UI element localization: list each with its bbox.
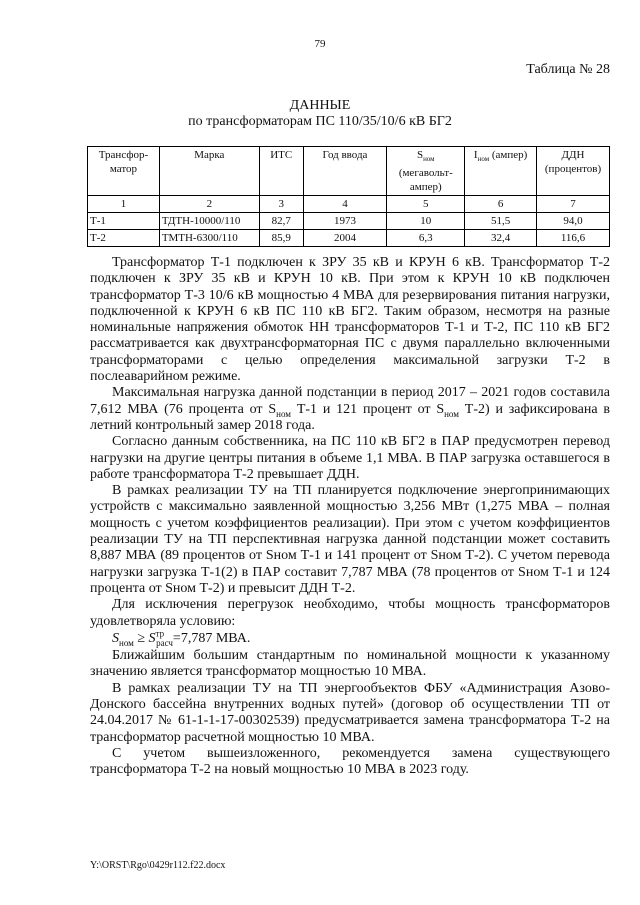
header-year: Год ввода [303, 147, 387, 196]
table-row [88, 230, 610, 247]
cell-brand: ТДТН-10000/110 [159, 213, 259, 230]
table-label: Таблица № 28 [526, 62, 610, 77]
footer-file-path: Y:\ORST\Rgo\0429r112.f22.docx [90, 860, 226, 871]
paragraph: Для исключения перегрузок необходимо, чтобы мощность трансформаторов удовлетворяла условию: [90, 597, 610, 629]
cell-inom: 51,5 [465, 213, 537, 230]
header-snom: $S_{ном}$ (мегавольт- ампер) [387, 147, 465, 196]
paragraph: Максимальная нагрузка данной подстанции в период 2017 – 2021 годов составила 7,612 МВА (76 процента от $S_{ном}$ Т-1 и 121 процент от $S_{ном}$ Т-2) и зафиксирована в летний контрольный замер 2018 года. [90, 385, 610, 433]
cell-snom: 10 [387, 213, 465, 230]
paragraph: С учетом вышеизложенного, рекомендуется замена существующего трансформатора Т-2 на новый мощностью 10 МВА в 2023 году. [90, 745, 610, 778]
col-number: 5 [387, 196, 465, 213]
paragraph: Ближайшим большим стандартным по номинальной мощности к указанному значению является трансформатор мощностью 10 МВА. [90, 648, 610, 680]
paragraph: В рамках реализации ТУ на ТП планируется подключение энергопринимающих устройств с максимально заявленной мощностью 3,256 МВт (1,275 МВА – полная мощность с учетом коэффициентов реализации). При этом с учетом коэффициентов реализации ТУ на ТП перспективная нагрузка данной подстанции может составить 8,887 МВА (89 процентов от Sном Т-1 и 141 процент от Sном Т-2). С учетом перевода нагрузки загрузка Т-1(2) в ПАР составит 7,787 МВА (78 процентов от Sном Т-1 и 124 процента от Sном Т-2) и превысит ДДН Т-2. [90, 483, 610, 596]
paragraph: В рамках реализации ТУ на ТП энергообъектов ФБУ «Администрация Азово-Донского бассейна внутренних водных путей» (договор об осуществлении ТП от 24.04.2017 № 61-1-1-17-00302539) предусматривается замена трансформатора Т-2 на трансформатор расчетной мощностью 10 МВА. [90, 680, 610, 745]
header-inom: $I_{ном}$ (ампер) [465, 147, 537, 196]
paragraph: Согласно данным собственника, на ПС 110 кВ БГ2 в ПАР предусмотрен перевод нагрузки на другие центры питания в объеме 1,1 МВА. В ПАР загрузка оставшегося в работе трансформатора Т-2 превышает ДДН. [90, 434, 610, 482]
cell-inom: 32,4 [465, 230, 537, 247]
col-number: 3 [259, 196, 303, 213]
col-number: 4 [303, 196, 387, 213]
cell-snom: 6,3 [387, 230, 465, 247]
body-text [90, 255, 610, 779]
cell-ddn: 116,6 [537, 230, 610, 247]
table-header-row [88, 147, 610, 196]
transformer-table [87, 146, 610, 247]
title-line-2: по трансформаторам ПС 110/35/10/6 кВ БГ2 [188, 114, 452, 129]
header-transformer: Трансфор- матор [88, 147, 160, 196]
cell-year: 2004 [303, 230, 387, 247]
col-number: 7 [537, 196, 610, 213]
header-ddn: ДДН (процентов) [537, 147, 610, 196]
table-row [88, 213, 610, 230]
page-number: 79 [314, 38, 326, 50]
cell-year: 1973 [303, 213, 387, 230]
col-number: 2 [159, 196, 259, 213]
formula: $S_{ном} \ge S^{тр}_{расч}=7,787$ МВА. [112, 628, 251, 648]
cell-its: 85,9 [259, 230, 303, 247]
paragraph: Трансформатор Т-1 подключен к ЗРУ 35 кВ и КРУН 6 кВ. Трансформатор Т-2 подключен к ЗРУ 35 кВ и КРУН 10 кВ. При этом к КРУН 10 кВ подключен трансформатор Т-3 10/6 кВ мощностью 4 МВА для резервирования питания нагрузки, подключенной к КРУН 6 кВ ПС 110 кВ БГ2. Таким образом, несмотря на разные номинальные напряжения обмоток НН трансформаторов Т-1 и Т-2, ПС 110 кВ БГ2 рассматривается как двухтрансформаторная ПС с двумя параллельно включенными трансформаторами с целью определения максимальной загрузки Т-2 в послеаварийном режиме. [90, 255, 610, 385]
header-its: ИТС [259, 147, 303, 196]
document-title [0, 98, 640, 130]
cell-transformer: Т-2 [88, 230, 160, 247]
cell-transformer: Т-1 [88, 213, 160, 230]
header-brand: Марка [159, 147, 259, 196]
table-number-row [88, 196, 610, 213]
cell-ddn: 94,0 [537, 213, 610, 230]
title-line-1: ДАННЫЕ [289, 98, 351, 113]
col-number: 6 [465, 196, 537, 213]
cell-brand: ТМТН-6300/110 [159, 230, 259, 247]
col-number: 1 [88, 196, 160, 213]
cell-its: 82,7 [259, 213, 303, 230]
